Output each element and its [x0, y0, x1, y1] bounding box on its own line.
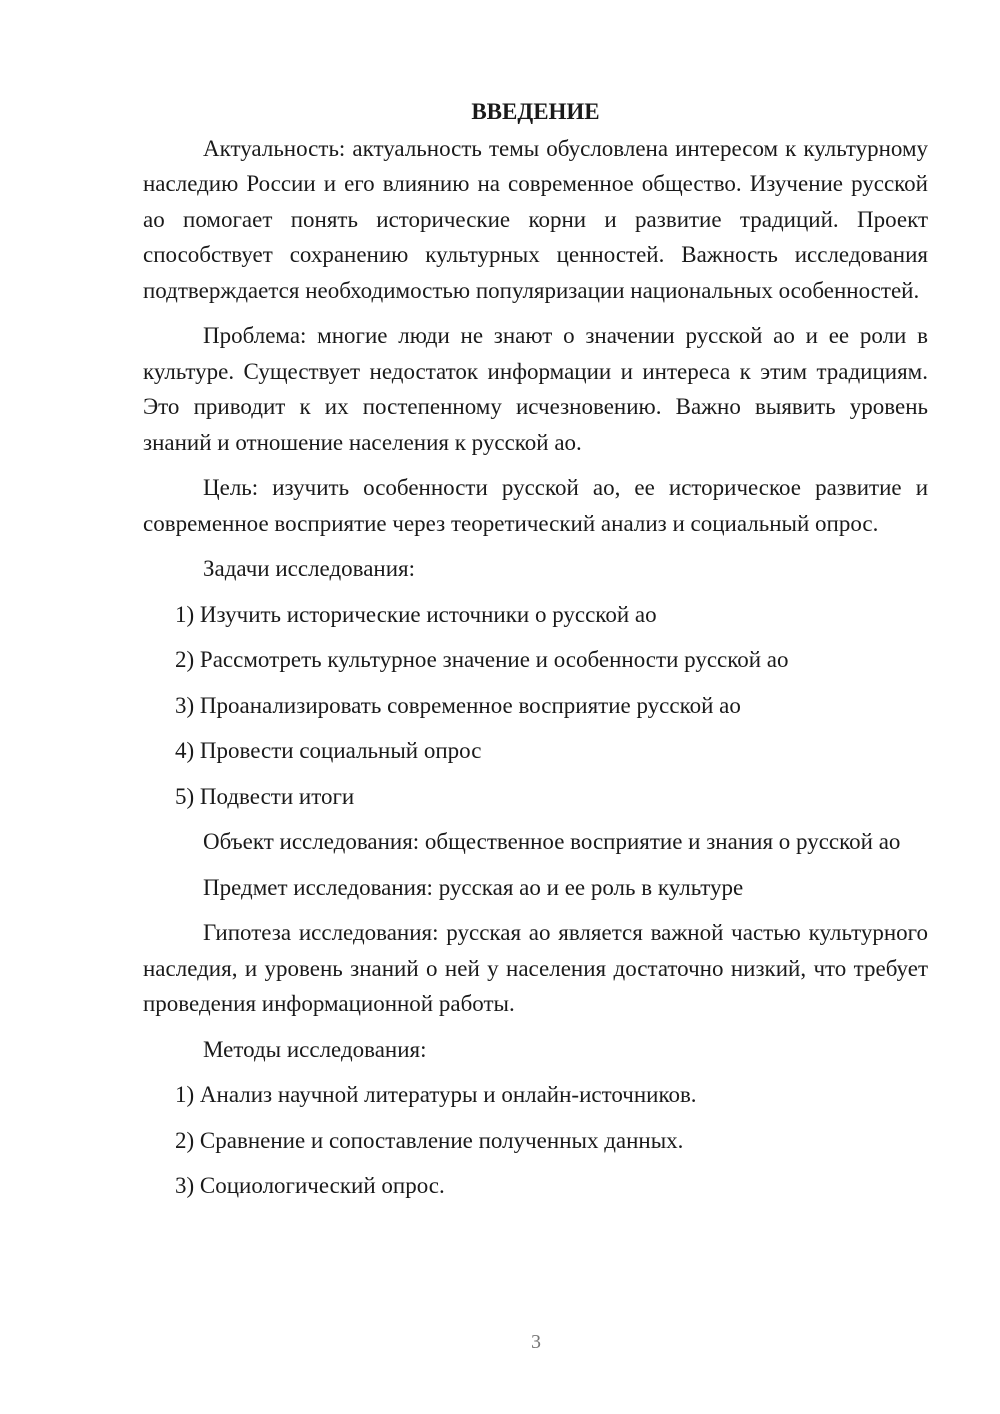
list-item: 3) Социологический опрос.	[175, 1173, 445, 1198]
goal-paragraph: Цель: изучить особенности русской ао, ее историческое развитие и современное восприятие через теоретический анализ и социальный опрос.	[143, 475, 928, 536]
tasks-heading: Задачи исследования:	[203, 556, 416, 581]
subject-paragraph: Предмет исследования: русская ао и ее роль в культуре	[203, 874, 744, 900]
list-item: 4) Провести социальный опрос	[175, 738, 482, 763]
list-item: 2) Рассмотреть культурное значение и особенности русской ао	[175, 647, 789, 672]
page-content	[143, 94, 928, 1214]
list-item: 1) Анализ научной литературы и онлайн-источников.	[175, 1082, 697, 1107]
hypothesis-paragraph: Гипотеза исследования: русская ао является важной частью культурного наследия, и уровень знаний о ней у населения достаточно низкий, что требует проведения информационной работы.	[143, 920, 928, 1016]
page-number: 3	[531, 1331, 541, 1353]
list-item: 3) Проанализировать современное восприятие русской ао	[175, 692, 741, 718]
list-item: 5) Подвести итоги	[175, 783, 355, 809]
problem-paragraph: Проблема: многие люди не знают о значении русской ао и ее роли в культуре. Существует недостаток информации и интереса к этим традициям. Это приводит к их постепенному исчезновению. Важно выявить уровень знаний и отношение населения к русской ао.	[143, 323, 928, 455]
methods-list	[143, 1077, 928, 1204]
page-title: ВВЕДЕНИЕ	[471, 99, 600, 124]
tasks-list	[143, 597, 928, 815]
methods-heading: Методы исследования:	[203, 1036, 427, 1062]
relevance-paragraph: Актуальность: актуальность темы обусловлена интересом к культурному наследию России и его влиянию на современное общество. Изучение русской ао помогает понять исторические корни и развитие традиций. Проект способствует сохранению культурных ценностей. Важность исследования подтверждается необходимостью популяризации национальных особенностей.	[143, 135, 928, 303]
list-item: 1) Изучить исторические источники о русской ао	[175, 601, 657, 627]
object-paragraph: Объект исследования: общественное восприятие и знания о русской ао	[203, 829, 901, 854]
list-item: 2) Сравнение и сопоставление полученных данных.	[175, 1127, 684, 1153]
